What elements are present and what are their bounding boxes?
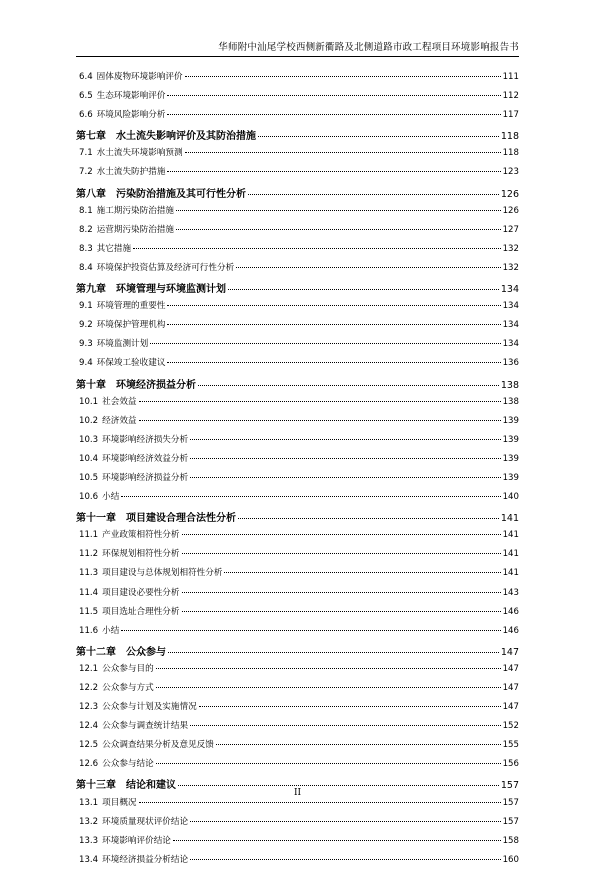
- toc-entry-number: 10.1: [79, 396, 99, 407]
- toc-entry-number: 13.3: [79, 835, 99, 846]
- toc-entry-page: 132: [502, 243, 519, 254]
- toc-entry-title: 公众参与计划及实施情况: [102, 702, 197, 713]
- toc-chapter-entry[interactable]: [76, 509, 519, 528]
- toc-section-entry[interactable]: [76, 700, 519, 719]
- toc-entry-number: 12.5: [79, 740, 99, 751]
- toc-entry-title: 环境质量现状评价结论: [102, 816, 189, 827]
- toc-entry-number: 12.2: [79, 683, 99, 693]
- toc-entry-page: 157: [502, 816, 519, 827]
- toc-dot-leader: [190, 859, 501, 860]
- toc-entry-number: 第十三章: [76, 780, 116, 792]
- toc-entry-page: 112: [502, 91, 519, 102]
- toc-entry-page: 139: [502, 415, 519, 426]
- toc-dot-leader: [156, 668, 501, 669]
- toc-section-entry[interactable]: [76, 89, 519, 108]
- toc-dot-leader: [176, 229, 501, 230]
- toc-section-entry[interactable]: [76, 681, 519, 700]
- toc-entry-number: 8.3: [79, 243, 93, 254]
- toc-section-entry[interactable]: [76, 414, 519, 433]
- toc-dot-leader: [167, 324, 500, 325]
- toc-dot-leader: [228, 289, 499, 290]
- toc-entry-title: 项目建设与总体规划相符性分析: [102, 568, 223, 579]
- toc-entry-number: 11.4: [79, 587, 99, 598]
- toc-entry-title: 环境保护管理机构: [96, 320, 166, 331]
- toc-entry-title: 生态环境影响评价: [96, 91, 166, 102]
- toc-section-entry[interactable]: [76, 146, 519, 165]
- toc-dot-leader: [133, 248, 501, 249]
- toc-entry-page: 134: [502, 339, 519, 350]
- toc-section-entry[interactable]: [76, 356, 519, 375]
- toc-section-entry[interactable]: [76, 566, 519, 585]
- toc-dot-leader: [167, 362, 500, 363]
- toc-section-entry[interactable]: [76, 528, 519, 547]
- toc-dot-leader: [178, 785, 499, 786]
- toc-section-entry[interactable]: [76, 834, 519, 853]
- toc-entry-page: 126: [500, 188, 519, 200]
- toc-entry-page: 123: [502, 167, 519, 178]
- toc-section-entry[interactable]: [76, 815, 519, 834]
- toc-entry-number: 13.1: [79, 797, 99, 808]
- toc-entry-page: 147: [502, 663, 519, 674]
- toc-entry-page: 117: [502, 110, 519, 121]
- toc-dot-leader: [139, 401, 501, 402]
- toc-section-entry[interactable]: [76, 757, 519, 776]
- toc-entry-title: 水土流失影响评价及其防治措施: [116, 131, 256, 143]
- toc-section-entry[interactable]: [76, 242, 519, 261]
- toc-entry-title: 环境影响经济损失分析: [102, 434, 189, 445]
- toc-entry-page: 146: [502, 625, 519, 636]
- toc-entry-number: 11.1: [79, 530, 99, 541]
- toc-entry-page: 138: [502, 396, 519, 407]
- toc-entry-page: 139: [502, 453, 519, 464]
- toc-dot-leader: [167, 305, 500, 306]
- toc-entry-page: 143: [502, 587, 519, 598]
- toc-entry-number: 9.1: [79, 301, 93, 312]
- page-number: II: [293, 788, 302, 798]
- toc-entry-title: 社会效益: [102, 396, 137, 407]
- toc-dot-leader: [150, 343, 500, 344]
- toc-entry-page: 155: [502, 740, 519, 751]
- toc-section-entry[interactable]: [76, 624, 519, 643]
- toc-dot-leader: [121, 496, 500, 497]
- toc-section-entry[interactable]: [76, 165, 519, 184]
- toc-entry-number: 13.2: [79, 816, 99, 827]
- toc-entry-title: 环保竣工验收建议: [96, 358, 166, 369]
- toc-chapter-entry[interactable]: [76, 643, 519, 662]
- toc-entry-page: 139: [502, 472, 519, 483]
- toc-dot-leader: [224, 572, 500, 573]
- toc-dot-leader: [190, 439, 501, 440]
- toc-entry-title: 项目概况: [102, 797, 137, 808]
- toc-entry-number: 第七章: [76, 131, 106, 143]
- toc-entry-number: 10.2: [79, 415, 99, 426]
- toc-entry-title: 环境经济损益分析结论: [102, 854, 189, 865]
- toc-entry-page: 141: [502, 530, 519, 541]
- toc-section-entry[interactable]: [76, 853, 519, 872]
- toc-entry-page: 139: [502, 434, 519, 445]
- toc-section-entry[interactable]: [76, 108, 519, 127]
- toc-entry-number: 第十二章: [76, 646, 116, 658]
- toc-entry-number: 10.5: [79, 472, 99, 483]
- toc-chapter-entry[interactable]: [76, 127, 519, 146]
- toc-entry-number: 11.2: [79, 549, 99, 560]
- toc-dot-leader: [216, 744, 501, 745]
- toc-entry-title: 环境影响经济损益分析: [102, 472, 189, 483]
- toc-entry-title: 公众参与结论: [102, 759, 154, 770]
- toc-entry-title: 环境监测计划: [96, 339, 149, 350]
- toc-entry-number: 8.2: [79, 224, 93, 235]
- toc-entry-title: 小结: [102, 625, 120, 636]
- toc-dot-leader: [182, 534, 501, 535]
- toc-entry-page: 134: [502, 320, 519, 331]
- toc-entry-title: 环境影响评价结论: [102, 835, 171, 846]
- toc-section-entry[interactable]: [76, 204, 519, 223]
- toc-entry-title: 其它措施: [96, 243, 132, 254]
- toc-entry-page: 158: [502, 835, 519, 846]
- toc-dot-leader: [185, 76, 501, 77]
- toc-dot-leader: [258, 136, 499, 137]
- toc-entry-number: 8.1: [79, 205, 93, 216]
- toc-entry-page: 126: [502, 205, 519, 216]
- toc-section-entry[interactable]: [76, 261, 519, 280]
- toc-entry-page: 136: [502, 358, 519, 369]
- toc-dot-leader: [176, 210, 501, 211]
- toc-chapter-entry[interactable]: [76, 185, 519, 204]
- toc-section-entry[interactable]: [76, 318, 519, 337]
- toc-entry-page: 111: [502, 72, 519, 82]
- toc-entry-title: 项目选址合理性分析: [102, 606, 180, 617]
- toc-section-entry[interactable]: [76, 662, 519, 681]
- toc-entry-page: 118: [502, 148, 519, 159]
- toc-entry-title: 水土流失环境影响预测: [96, 148, 183, 159]
- toc-entry-number: 6.4: [79, 72, 93, 82]
- toc-entry-page: 141: [502, 549, 519, 560]
- toc-entry-number: 12.4: [79, 721, 99, 732]
- toc-entry-page: 132: [502, 262, 519, 273]
- toc-section-entry[interactable]: [76, 299, 519, 318]
- toc-entry-number: 7.2: [79, 167, 93, 178]
- toc-entry-page: 146: [502, 606, 519, 617]
- toc-section-entry[interactable]: [76, 70, 519, 89]
- toc-entry-title: 环境经济损益分析: [116, 379, 196, 391]
- toc-section-entry[interactable]: [76, 547, 519, 566]
- toc-entry-page: 134: [500, 284, 519, 296]
- toc-entry-page: 147: [502, 702, 519, 713]
- toc-section-entry[interactable]: [76, 586, 519, 605]
- toc-dot-leader: [238, 518, 499, 519]
- toc-entry-page: 141: [500, 513, 519, 525]
- toc-dot-leader: [156, 687, 501, 688]
- toc-entry-page: 147: [500, 646, 519, 658]
- toc-entry-page: 160: [502, 854, 519, 865]
- toc-entry-title: 产业政策相符性分析: [102, 530, 180, 541]
- toc-dot-leader: [167, 171, 500, 172]
- toc-entry-title: 项目建设合理合法性分析: [126, 513, 236, 525]
- toc-section-entry[interactable]: [76, 395, 519, 414]
- toc-entry-page: 157: [500, 780, 519, 792]
- toc-entry-title: 公众参与目的: [102, 663, 154, 674]
- toc-entry-title: 结论和建议: [126, 780, 176, 792]
- toc-entry-title: 经济效益: [102, 415, 137, 426]
- toc-dot-leader: [167, 114, 500, 115]
- toc-section-entry[interactable]: [76, 490, 519, 509]
- toc-entry-page: 152: [502, 721, 519, 732]
- toc-entry-number: 第十章: [76, 379, 106, 391]
- toc-entry-title: 公众调查结果分析及意见反馈: [102, 740, 214, 751]
- toc-entry-title: 公众参与方式: [102, 683, 154, 693]
- toc-entry-number: 12.1: [79, 663, 99, 674]
- toc-entry-number: 6.6: [79, 110, 93, 121]
- toc-section-entry[interactable]: [76, 738, 519, 757]
- toc-entry-number: 12.3: [79, 702, 99, 713]
- toc-entry-title: 公众参与调查统计结果: [102, 721, 189, 732]
- toc-entry-title: 水土流失防护措施: [96, 167, 166, 178]
- toc-entry-number: 11.5: [79, 606, 99, 617]
- toc-entry-page: 147: [502, 683, 519, 693]
- toc-entry-page: 140: [502, 492, 519, 503]
- toc-entry-number: 12.6: [79, 759, 99, 770]
- toc-dot-leader: [156, 763, 501, 764]
- toc-dot-leader: [248, 194, 499, 195]
- toc-entry-page: 156: [502, 759, 519, 770]
- toc-entry-page: 138: [500, 379, 519, 391]
- toc-dot-leader: [199, 706, 501, 707]
- running-header: 华师附中汕尾学校西侧新衢路及北侧道路市政工程项目环境影响报告书: [218, 42, 519, 53]
- toc-dot-leader: [190, 821, 501, 822]
- toc-dot-leader: [139, 420, 501, 421]
- toc-dot-leader: [185, 152, 501, 153]
- toc-chapter-entry[interactable]: [76, 280, 519, 299]
- toc-section-entry[interactable]: [76, 471, 519, 490]
- toc-entry-page: 134: [502, 301, 519, 312]
- toc-section-entry[interactable]: [76, 719, 519, 738]
- toc-dot-leader: [190, 477, 501, 478]
- toc-entry-number: 13.4: [79, 854, 99, 865]
- toc-dot-leader: [121, 630, 500, 631]
- toc-entry-title: 污染防治措施及其可行性分析: [116, 188, 246, 200]
- toc-dot-leader: [139, 802, 501, 803]
- toc-section-entry[interactable]: [76, 337, 519, 356]
- toc-entry-number: 10.4: [79, 453, 99, 464]
- toc-entry-page: 157: [502, 797, 519, 808]
- toc-chapter-entry[interactable]: [76, 376, 519, 395]
- toc-entry-number: 10.3: [79, 434, 99, 445]
- toc-entry-number: 7.1: [79, 148, 93, 159]
- toc-section-entry[interactable]: [76, 223, 519, 242]
- toc-entry-title: 运营期污染防治措施: [96, 224, 175, 235]
- toc-entry-page: 118: [500, 131, 519, 143]
- toc-dot-leader: [198, 385, 499, 386]
- toc-entry-number: 第十一章: [76, 513, 116, 525]
- toc-section-entry[interactable]: [76, 796, 519, 815]
- toc-entry-title: 环境影响经济效益分析: [102, 453, 189, 464]
- toc-dot-leader: [168, 652, 499, 653]
- toc-entry-title: 固体废物环境影响评价: [96, 72, 183, 82]
- toc-dot-leader: [182, 553, 501, 554]
- toc-entry-number: 8.4: [79, 262, 93, 273]
- toc-entry-title: 环境保护投资估算及经济可行性分析: [96, 262, 235, 273]
- toc-entry-number: 6.5: [79, 91, 93, 102]
- toc-entry-title: 项目建设必要性分析: [102, 587, 180, 598]
- toc-entry-number: 9.2: [79, 320, 93, 331]
- toc-entry-number: 9.3: [79, 339, 93, 350]
- toc-section-entry[interactable]: [76, 605, 519, 624]
- toc-dot-leader: [182, 592, 501, 593]
- toc-entry-number: 第九章: [76, 284, 106, 296]
- toc-entry-number: 11.6: [79, 625, 99, 636]
- toc-entry-number: 11.3: [79, 568, 99, 579]
- toc-entry-title: 小结: [102, 492, 120, 503]
- toc-dot-leader: [236, 267, 500, 268]
- toc-entry-title: 环境风险影响分析: [96, 110, 166, 121]
- toc-dot-leader: [167, 95, 500, 96]
- toc-entry-title: 公众参与: [126, 646, 166, 658]
- toc-entry-title: 环境管理与环境监测计划: [116, 284, 226, 296]
- toc-entry-title: 施工期污染防治措施: [96, 205, 175, 216]
- toc-entry-page: 141: [502, 568, 519, 579]
- toc-section-entry[interactable]: [76, 433, 519, 452]
- toc-entry-number: 9.4: [79, 358, 93, 369]
- toc-entry-page: 127: [502, 224, 519, 235]
- header-rule: [76, 56, 519, 57]
- toc-entry-number: 第八章: [76, 188, 106, 200]
- toc-entry-title: 环保规划相符性分析: [102, 549, 180, 560]
- table-of-contents: [76, 70, 519, 872]
- toc-dot-leader: [182, 611, 501, 612]
- toc-entry-title: 环境管理的重要性: [96, 301, 166, 312]
- toc-dot-leader: [190, 725, 501, 726]
- toc-section-entry[interactable]: [76, 452, 519, 471]
- toc-dot-leader: [190, 458, 501, 459]
- toc-entry-number: 10.6: [79, 492, 99, 503]
